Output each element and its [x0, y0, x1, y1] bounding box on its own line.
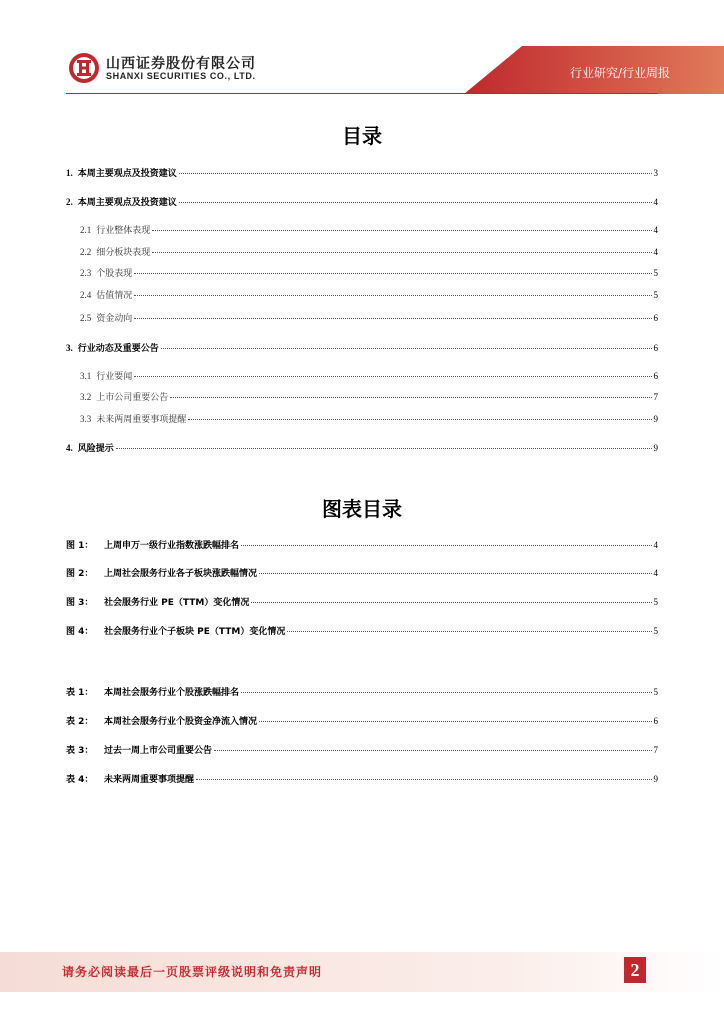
table-page: 5	[653, 687, 658, 697]
figure-list-item[interactable]	[66, 595, 658, 608]
figure-tag: 图 3：	[66, 598, 94, 608]
table-list-item[interactable]	[66, 685, 658, 698]
toc-item[interactable]	[66, 441, 658, 454]
table-page: 7	[653, 745, 658, 755]
table-label: 过去一周上市公司重要公告	[104, 746, 213, 756]
figure-tag: 图 1：	[66, 541, 94, 551]
toc-subitem[interactable]	[80, 311, 658, 324]
toc-item-label: 行业要闻	[96, 372, 133, 382]
leader-dots	[287, 631, 651, 632]
table-list-item[interactable]	[66, 743, 658, 756]
disclaimer-notice: 请务必阅读最后一页股票评级说明和免责声明	[62, 965, 323, 979]
toc-item-page: 4	[653, 225, 658, 235]
leader-dots	[259, 573, 651, 574]
figure-list-item[interactable]	[66, 538, 658, 551]
leader-dots	[152, 230, 651, 231]
leader-dots	[251, 602, 651, 603]
figure-label: 社会服务行业 PE（TTM）变化情况	[104, 598, 250, 608]
toc-item-number: 3.2	[80, 392, 92, 402]
table-tag: 表 2：	[66, 717, 94, 727]
toc-item-label: 本周主要观点及投资建议	[77, 198, 177, 208]
report-type-tag: 行业研究/行业周报	[569, 66, 670, 80]
table-tag: 表 3：	[66, 746, 94, 756]
page-header	[0, 0, 724, 100]
toc-item-number: 1.	[66, 168, 73, 178]
toc-subitem[interactable]	[80, 288, 658, 301]
toc-item-label: 本周主要观点及投资建议	[77, 169, 177, 179]
toc-subitem[interactable]	[80, 245, 658, 258]
leader-dots	[241, 692, 651, 693]
toc-item-number: 3.3	[80, 414, 92, 424]
toc-subitem[interactable]	[80, 369, 658, 382]
toc-subitem[interactable]	[80, 266, 658, 279]
figure-page: 4	[653, 540, 658, 550]
header-divider	[66, 93, 658, 94]
leader-dots	[134, 273, 651, 274]
toc-item[interactable]	[66, 166, 658, 179]
leader-dots	[134, 295, 651, 296]
toc-item-label: 估值情况	[96, 291, 133, 301]
toc-item-page: 6	[653, 371, 658, 381]
leader-dots	[152, 252, 651, 253]
page-number: 2	[624, 957, 646, 983]
toc-item-number: 2.5	[80, 313, 92, 323]
leader-dots	[188, 419, 651, 420]
toc-item-page: 6	[653, 313, 658, 323]
shanxi-securities-logo-icon	[68, 52, 100, 84]
figure-page: 5	[653, 597, 658, 607]
toc-item-number: 2.4	[80, 290, 92, 300]
table-page: 6	[653, 716, 658, 726]
figure-tag: 图 2：	[66, 569, 94, 579]
table-list-item[interactable]	[66, 772, 658, 785]
figure-list-title: 图表目录	[322, 497, 402, 521]
figure-tag: 图 4：	[66, 627, 94, 637]
figure-label: 上周申万一级行业指数涨跌幅排名	[104, 541, 240, 551]
leader-dots	[196, 779, 651, 780]
leader-dots	[134, 376, 651, 377]
toc-item-page: 3	[653, 168, 658, 178]
table-tag: 表 1：	[66, 688, 94, 698]
toc-item-label: 上市公司重要公告	[96, 393, 169, 403]
toc-subitem[interactable]	[80, 412, 658, 425]
leader-dots	[170, 397, 651, 398]
table-list-item[interactable]	[66, 714, 658, 727]
toc-item-label: 行业动态及重要公告	[77, 344, 159, 354]
figure-page: 4	[653, 568, 658, 578]
toc-item-label: 风险提示	[77, 444, 114, 454]
company-name-cn: 山西证券股份有限公司	[106, 56, 256, 72]
toc-item[interactable]	[66, 195, 658, 208]
toc-item-number: 3.1	[80, 371, 92, 381]
company-name-en: SHANXI SECURITIES CO., LTD.	[106, 71, 256, 81]
toc-item-number: 2.	[66, 197, 73, 207]
toc-item-page: 5	[653, 290, 658, 300]
toc-subitem[interactable]	[80, 223, 658, 236]
leader-dots	[214, 750, 651, 751]
toc-item-number: 2.3	[80, 268, 92, 278]
table-tag: 表 4：	[66, 775, 94, 785]
toc-item-number: 4.	[66, 443, 73, 453]
leader-dots	[116, 448, 652, 449]
toc-item-page: 9	[653, 443, 658, 453]
leader-dots	[259, 721, 651, 722]
toc-item[interactable]	[66, 341, 658, 354]
figure-label: 社会服务行业个子板块 PE（TTM）变化情况	[104, 627, 286, 637]
toc-item-number: 3.	[66, 343, 73, 353]
toc-item-number: 2.2	[80, 247, 92, 257]
toc-subitem[interactable]	[80, 390, 658, 403]
table-label: 本周社会服务行业个股资金净流入情况	[104, 717, 258, 727]
table-label: 本周社会服务行业个股涨跌幅排名	[104, 688, 240, 698]
figure-list-item[interactable]	[66, 566, 658, 579]
toc-item-page: 4	[653, 247, 658, 257]
figure-page: 5	[653, 626, 658, 636]
toc-title: 目录	[342, 124, 382, 148]
table-page: 9	[653, 774, 658, 784]
toc-item-label: 未来两周重要事项提醒	[96, 415, 187, 425]
toc-item-page: 5	[653, 268, 658, 278]
toc-item-page: 4	[653, 197, 658, 207]
toc-item-number: 2.1	[80, 225, 92, 235]
leader-dots	[179, 173, 652, 174]
leader-dots	[134, 318, 651, 319]
figure-list-item[interactable]	[66, 624, 658, 637]
leader-dots	[179, 202, 652, 203]
toc-item-label: 资金动向	[96, 314, 133, 324]
figure-label: 上周社会服务行业各子板块涨跌幅情况	[104, 569, 258, 579]
toc-item-label: 个股表现	[96, 269, 133, 279]
toc-item-page: 7	[653, 392, 658, 402]
toc-item-page: 6	[653, 343, 658, 353]
table-label: 未来两周重要事项提醒	[104, 775, 195, 785]
toc-item-label: 行业整体表现	[96, 226, 151, 236]
leader-dots	[161, 348, 652, 349]
toc-item-page: 9	[653, 414, 658, 424]
leader-dots	[241, 545, 651, 546]
toc-item-label: 细分板块表现	[96, 248, 151, 258]
